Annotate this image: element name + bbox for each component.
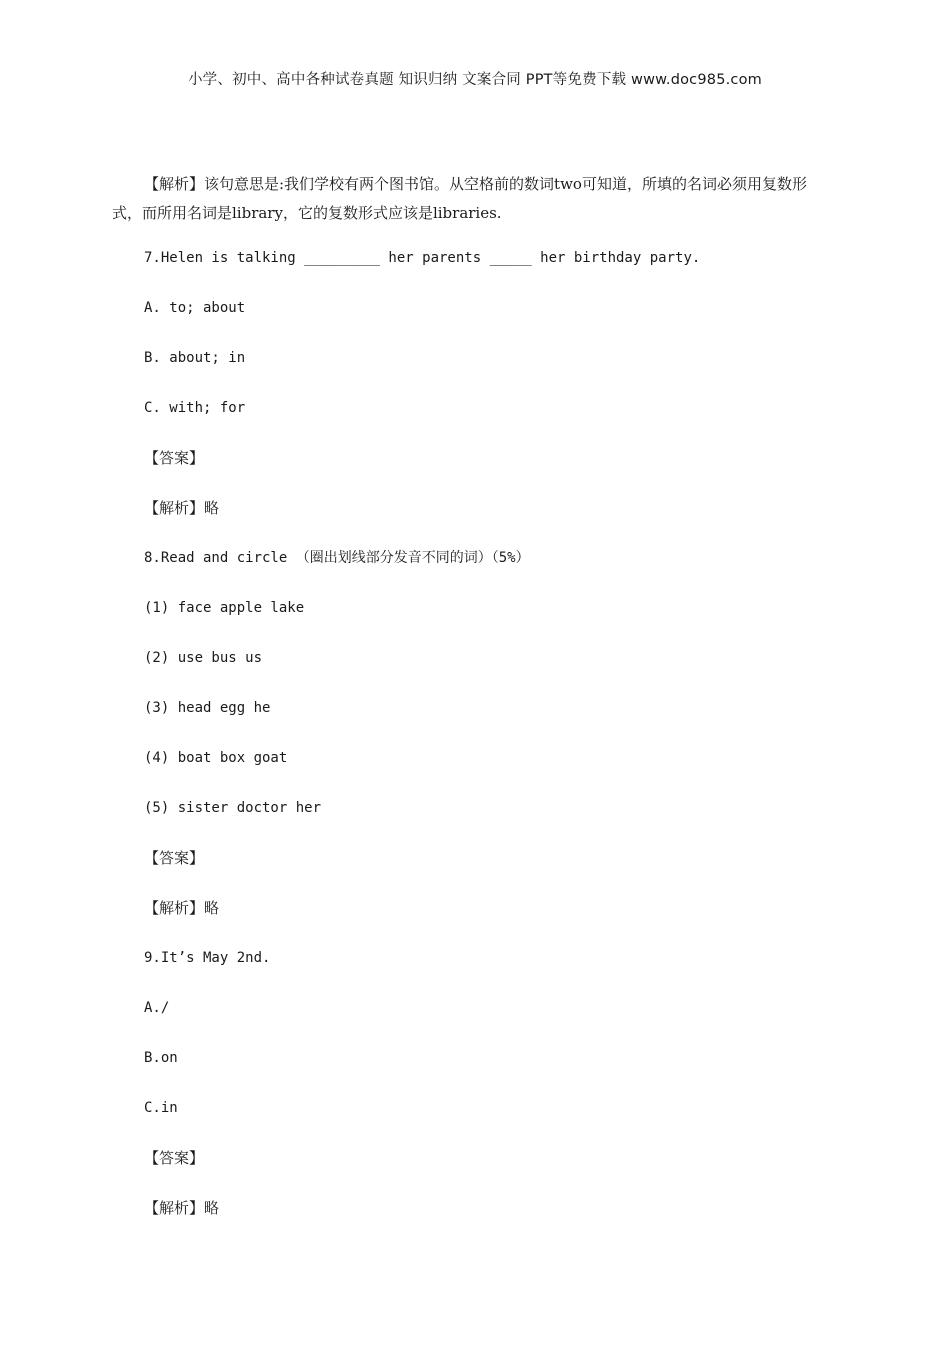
q7-explanation: 【解析】略 xyxy=(144,499,220,517)
explanation-paragraph: 【解析】该句意思是:我们学校有两个图书馆。从空格前的数词two可知道，所填的名词必须用复数形式，而所用名词是library，它的复数形式应该是libraries. xyxy=(112,175,807,222)
q8-item-4: (4) boat box goat xyxy=(144,750,288,766)
q8-item-1: (1) face apple lake xyxy=(144,600,305,616)
q8-item-2: (2) use bus us xyxy=(144,650,263,666)
q9-explanation: 【解析】略 xyxy=(144,1199,220,1217)
page-header: 小学、初中、高中各种试卷真题 知识归纳 文案合同 PPT等免费下载 www.doc985.com xyxy=(187,72,763,88)
q9-option-a: A./ xyxy=(144,1000,170,1016)
q7-option-b: B. about; in xyxy=(144,350,246,366)
question-8: 8.Read and circle （圈出划线部分发音不同的词）（5%） xyxy=(144,550,530,566)
q9-answer-label: 【答案】 xyxy=(144,1149,205,1167)
q9-option-c: C.in xyxy=(144,1100,178,1116)
q8-explanation: 【解析】略 xyxy=(144,899,220,917)
q8-item-3: (3) head egg he xyxy=(144,700,271,716)
q7-answer-label: 【答案】 xyxy=(144,449,205,467)
q7-option-c: C. with; for xyxy=(144,400,246,416)
question-9: 9.It’s May 2nd. xyxy=(144,950,271,966)
question-7: 7.Helen is talking _________ her parents _____ her birthday party. xyxy=(144,250,701,266)
q8-answer-label: 【答案】 xyxy=(144,849,205,867)
q7-option-a: A. to; about xyxy=(144,300,246,316)
q9-option-b: B.on xyxy=(144,1050,178,1066)
q8-item-5: (5) sister doctor her xyxy=(144,800,322,816)
